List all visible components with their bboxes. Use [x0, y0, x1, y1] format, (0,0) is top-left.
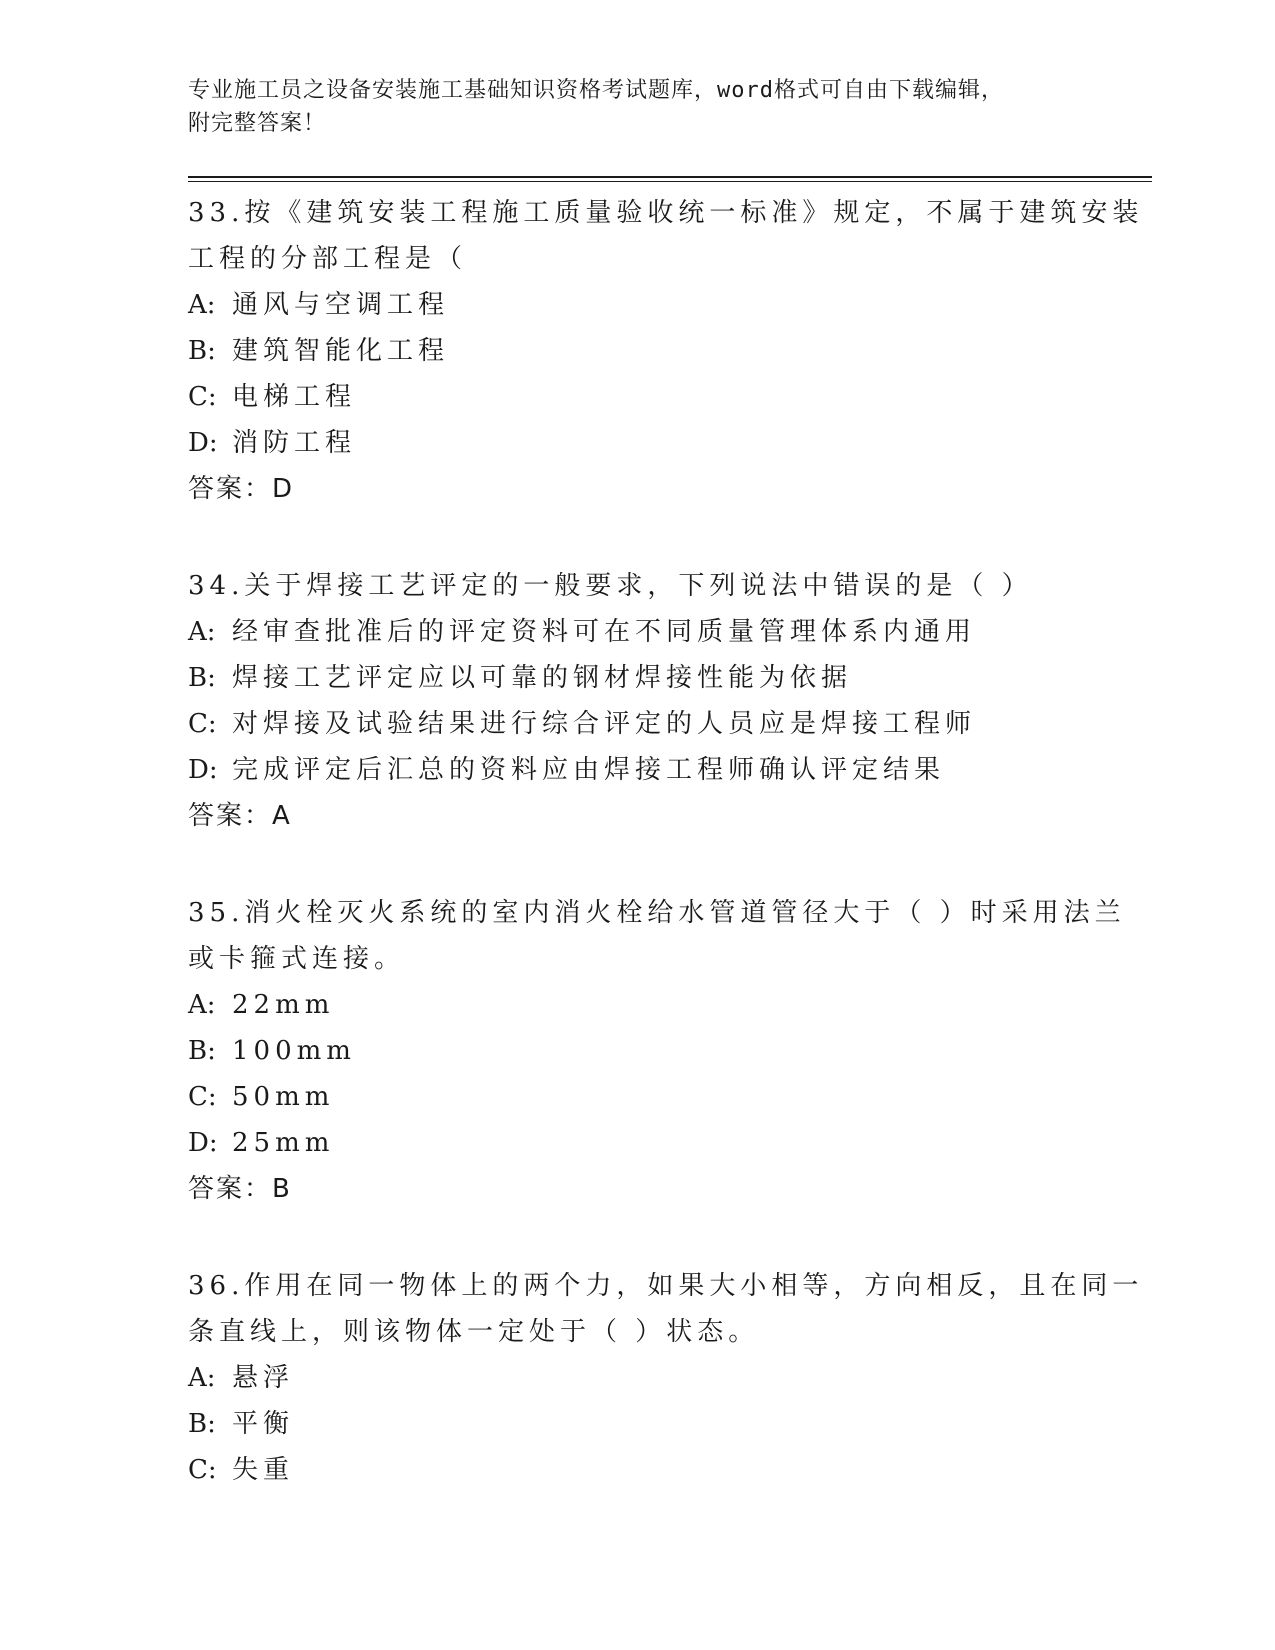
- option-text: 经审查批准后的评定资料可在不同质量管理体系内通用: [232, 617, 977, 647]
- option-key: A:: [188, 290, 216, 320]
- question-text: 条直线上，则该物体一定处于（ ）状态。: [188, 1317, 760, 1347]
- option-key: A:: [188, 617, 216, 647]
- answer-line: 答案：B: [188, 1174, 292, 1204]
- option-key: A:: [188, 1363, 216, 1393]
- option-key: B:: [188, 1036, 216, 1066]
- option-c: [188, 374, 1088, 420]
- option-key: C:: [188, 1082, 217, 1112]
- question-item: [188, 890, 1126, 1212]
- option-c: [188, 1074, 1088, 1120]
- question-text: 36.作用在同一物体上的两个力，如果大小相等，方向相反，且在同一: [188, 1271, 1144, 1301]
- header-line: 附完整答案！: [188, 111, 327, 136]
- option-key: B:: [188, 336, 216, 366]
- question-item: [188, 1263, 1144, 1493]
- option-key: D:: [188, 755, 218, 785]
- option-b: [188, 1401, 1088, 1447]
- option-key: D:: [188, 428, 218, 458]
- option-text: 焊接工艺评定应以可靠的钢材焊接性能为依据: [232, 663, 853, 693]
- header-line: 专业施工员之设备安装施工基础知识资格考试题库，word格式可自由下载编辑，: [188, 78, 1004, 103]
- option-b: [188, 328, 1088, 374]
- option-text: 失重: [232, 1455, 295, 1485]
- option-text: 对焊接及试验结果进行综合评定的人员应是焊接工程师: [232, 709, 977, 739]
- question-text: 33.按《建筑安装工程施工质量验收统一标准》规定，不属于建筑安装: [188, 198, 1144, 228]
- option-c: [188, 1447, 1088, 1493]
- option-a: [188, 982, 1088, 1028]
- option-text: 通风与空调工程: [232, 290, 450, 320]
- option-text: 建筑智能化工程: [232, 336, 450, 366]
- option-text: 平衡: [232, 1409, 295, 1439]
- option-a: [188, 1355, 1088, 1401]
- option-text: 完成评定后汇总的资料应由焊接工程师确认评定结果: [232, 755, 946, 785]
- option-key: B:: [188, 663, 216, 693]
- answer-line: 答案：A: [188, 801, 292, 831]
- answer-line: 答案：D: [188, 474, 295, 504]
- option-key: C:: [188, 382, 217, 412]
- option-c: [188, 701, 1088, 747]
- option-text: 22mm: [232, 990, 335, 1020]
- option-b: [188, 1028, 1088, 1074]
- option-key: B:: [188, 1409, 216, 1439]
- option-b: [188, 655, 1088, 701]
- option-key: D:: [188, 1128, 218, 1158]
- option-text: 电梯工程: [232, 382, 357, 412]
- option-text: 消防工程: [232, 428, 357, 458]
- option-key: A:: [188, 990, 216, 1020]
- option-key: C:: [188, 1455, 217, 1485]
- option-d: [188, 1120, 1088, 1166]
- question-list: [188, 190, 1144, 1544]
- option-d: [188, 747, 1088, 793]
- option-text: 25mm: [232, 1128, 335, 1158]
- question-text: 34.关于焊接工艺评定的一般要求，下列说法中错误的是（ ）: [188, 571, 1033, 601]
- option-a: [188, 609, 1088, 655]
- option-text: 悬浮: [232, 1363, 295, 1393]
- question-text: 35.消火栓灭火系统的室内消火栓给水管道管径大于（ ）时采用法兰: [188, 898, 1126, 928]
- option-text: 100mm: [232, 1036, 356, 1066]
- header-divider: [188, 181, 1152, 182]
- question-item: [188, 190, 1144, 512]
- option-key: C:: [188, 709, 217, 739]
- option-a: [188, 282, 1088, 328]
- option-text: 50mm: [232, 1082, 335, 1112]
- question-text: 工程的分部工程是（: [188, 244, 468, 274]
- question-text: 或卡箍式连接。: [188, 944, 406, 974]
- question-item: [188, 563, 1088, 839]
- header-divider: [188, 176, 1152, 178]
- option-d: [188, 420, 1088, 466]
- document-header: [188, 74, 1078, 140]
